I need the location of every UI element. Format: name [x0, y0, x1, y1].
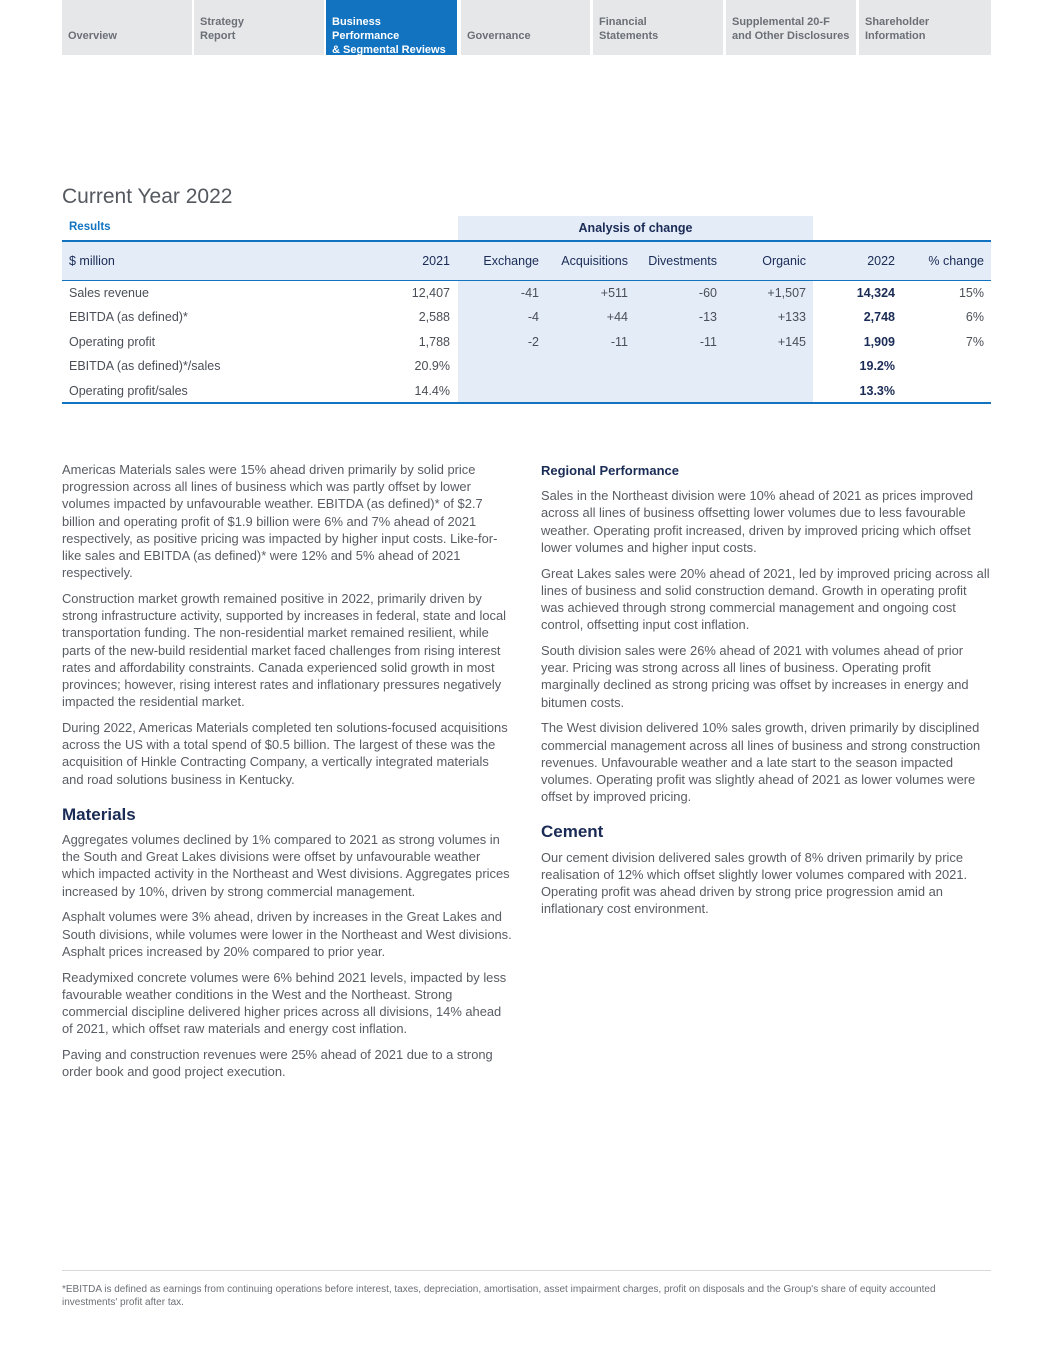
cement-heading: Cement — [541, 822, 604, 842]
table-cell: 15% — [958, 286, 984, 300]
left-column — [62, 461, 512, 1089]
footnote: *EBITDA is defined as earnings from continuing operations before interest, taxes, depreciation, amortisation, asset impairment charges, profit on disposals and the Group's share of equity accounted investments' profit after tax. — [62, 1284, 936, 1308]
tab-business-performance[interactable] — [326, 0, 457, 55]
table-cell: +133 — [777, 310, 806, 324]
table-cell: 6% — [965, 310, 984, 324]
table-cell: 1,788 — [418, 335, 450, 349]
materials-heading: Materials — [62, 804, 136, 824]
table-cell: 2,748 — [863, 310, 895, 324]
results-table — [62, 216, 991, 404]
header-bottom-rule — [62, 280, 991, 281]
table-cell: 7% — [965, 335, 984, 349]
header-cell: Organic — [762, 254, 806, 268]
table-cell: 1,909 — [863, 335, 895, 349]
analysis-of-change-label: Analysis of change — [578, 221, 693, 235]
header-cell: Divestments — [648, 254, 717, 268]
paragraph: Paving and construction revenues were 25% ahead of 2021 due to a strong order book and good project execution. — [62, 1047, 493, 1080]
header-top-rule — [62, 240, 991, 242]
table-cell: +44 — [606, 310, 628, 324]
tab-label: Governance — [467, 30, 531, 42]
table-cell: 12,407 — [411, 286, 450, 300]
tab-supplemental-20f[interactable] — [726, 0, 856, 55]
tab-label-line1: Strategy — [200, 16, 245, 28]
row-label: EBITDA (as defined)* — [69, 310, 188, 324]
table-cell: -60 — [698, 286, 717, 300]
table-cell: -13 — [698, 310, 717, 324]
tab-label: Overview — [68, 30, 117, 42]
paragraph: Readymixed concrete volumes were 6% behind 2021 levels, impacted by less favourable weather conditions in the West and the Northeast. Strong commercial discipline delivered higher prices across all divisions, 14% ahead of 2021, which offset raw materials and energy cost inflation. — [62, 969, 507, 1037]
table-cell: +145 — [777, 335, 806, 349]
tab-shareholder-information[interactable] — [859, 0, 991, 55]
tab-label — [599, 15, 658, 43]
header-cell: 2021 — [422, 254, 450, 268]
header-cell: % change — [928, 254, 984, 268]
regional-performance-heading: Regional Performance — [541, 463, 679, 478]
paragraph: Great Lakes sales were 20% ahead of 2021, led by improved pricing across all lines of business and solid construction demand. Growth in operating profit was achieved through strong commercial management and ongoing cost control, offsetting input cost inflation. — [541, 565, 990, 633]
row-label: Operating profit/sales — [69, 384, 188, 398]
table-cell: -41 — [520, 286, 539, 300]
tab-label — [865, 15, 929, 43]
paragraph: Aggregates volumes declined by 1% compared to 2021 as strong volumes in the South and Great Lakes divisions were offset by unfavourable weather which impacted activity in the Northeast and West divisions. Aggregates prices increased by 10%, driven by strong commercial management. — [62, 832, 510, 899]
header-cell: 2022 — [867, 254, 895, 268]
tab-label-line1: Supplemental 20-F — [732, 16, 830, 28]
table-cell: 2,588 — [418, 310, 450, 324]
tab-label-line2: Report — [200, 30, 236, 42]
table-bottom-rule — [62, 402, 991, 404]
header-cell: Exchange — [483, 254, 539, 268]
tab-label — [732, 15, 849, 43]
tab-label-line1: Business Performance — [332, 16, 400, 42]
tab-label-line2: & Segmental Reviews — [332, 44, 446, 56]
paragraph: Asphalt volumes were 3% ahead, driven by increases in the Great Lakes and South divisions, while volumes were lower in the Northeast and West divisions. Asphalt prices increased by 20% compared to prior year. — [62, 909, 512, 959]
row-label: EBITDA (as defined)*/sales — [69, 359, 221, 373]
results-label: Results — [69, 221, 111, 233]
table-cell: -11 — [610, 335, 628, 349]
tab-label-line2: Information — [865, 30, 926, 42]
paragraph: During 2022, Americas Materials completed ten solutions-focused acquisitions across the US with a total spend of $0.5 billion. The largest of these was the acquisition of Hinkle Contracting Company, a vertically integrated materials and road solutions business in Kentucky. — [62, 720, 508, 787]
table-cell: 13.3% — [859, 384, 895, 398]
table-cell: 14.4% — [414, 384, 450, 398]
table-cell: -2 — [527, 335, 539, 349]
tab-label — [200, 15, 244, 43]
footer-divider — [62, 1270, 991, 1271]
tab-strategy-report[interactable] — [194, 0, 324, 55]
table-cell: 19.2% — [859, 359, 895, 373]
tab-label-line1: Shareholder — [865, 16, 930, 28]
table-cell: +511 — [600, 286, 628, 300]
header-cell: Acquisitions — [561, 254, 628, 268]
table-cell: 20.9% — [414, 359, 450, 373]
top-navigation — [62, 0, 991, 55]
tab-label-line2: and Other Disclosures — [732, 30, 850, 42]
row-label: Operating profit — [69, 335, 156, 349]
tab-governance[interactable] — [461, 0, 590, 55]
tab-overview[interactable] — [62, 0, 192, 55]
tab-label-line2: Statements — [599, 30, 659, 42]
row-label: Sales revenue — [69, 286, 149, 300]
tab-label-line1: Financial — [599, 16, 647, 28]
table-cell: -11 — [699, 335, 717, 349]
right-column — [541, 462, 991, 926]
paragraph: The West division delivered 10% sales growth, driven primarily by disciplined commercial management across all lines of business and strong construction revenues. Unfavourable weather and a late start to the season impacted volumes. Operating profit was slightly ahead of 2021 as lower volumes were offset by improved pricing. — [541, 720, 981, 805]
header-cell: $ million — [69, 254, 115, 268]
tab-financial-statements[interactable] — [593, 0, 723, 55]
paragraph: Americas Materials sales were 15% ahead driven primarily by solid price progression across all lines of business which was partly offset by lower volumes impacted by unfavourable weather. EBITDA (as defined)* of $2.7 billion and operating profit of $1.9 billion were 6% and 7% ahead of 2021 respectively, as positive pricing was impacted by higher input costs. Like-for-like sales and EBITDA (as defined)* were 12% and 5% ahead of 2021 respectively. — [62, 462, 498, 581]
tab-label — [332, 15, 451, 57]
table-cell: 14,324 — [856, 286, 895, 300]
paragraph: South division sales were 26% ahead of 2021 with volumes ahead of prior year. Pricing was strong across all lines of business. Operating profit marginally declined as strong pricing was offset by increases in energy and bitumen costs. — [541, 643, 969, 710]
section-title: Current Year 2022 — [62, 185, 233, 208]
paragraph: Sales in the Northeast division were 10% ahead of 2021 as prices improved across all lines of business offsetting lower volumes due to less favourable weather. Operating profit increased, driven by improved pricing which offset lower volumes and higher input costs. — [541, 488, 974, 555]
paragraph: Construction market growth remained positive in 2022, primarily driven by strong infrastructure activity, supported by increases in federal, state and local transportation funding. The non-residential market remained resilient, while parts of the new-build residential market faced challenges from rising interest rates and affordability constraints. Canada experienced solid growth in most provinces; however, rising interest rates and inflationary pressures negatively impacted the residential market. — [62, 591, 506, 710]
table-cell: +1,507 — [767, 286, 806, 300]
table-cell: -4 — [527, 310, 539, 324]
paragraph: Our cement division delivered sales growth of 8% driven primarily by price realisation of 12% which offset slightly lower volumes compared with 2021. Operating profit was ahead driven by strong price progression amid an inflationary cost environment. — [541, 849, 968, 917]
